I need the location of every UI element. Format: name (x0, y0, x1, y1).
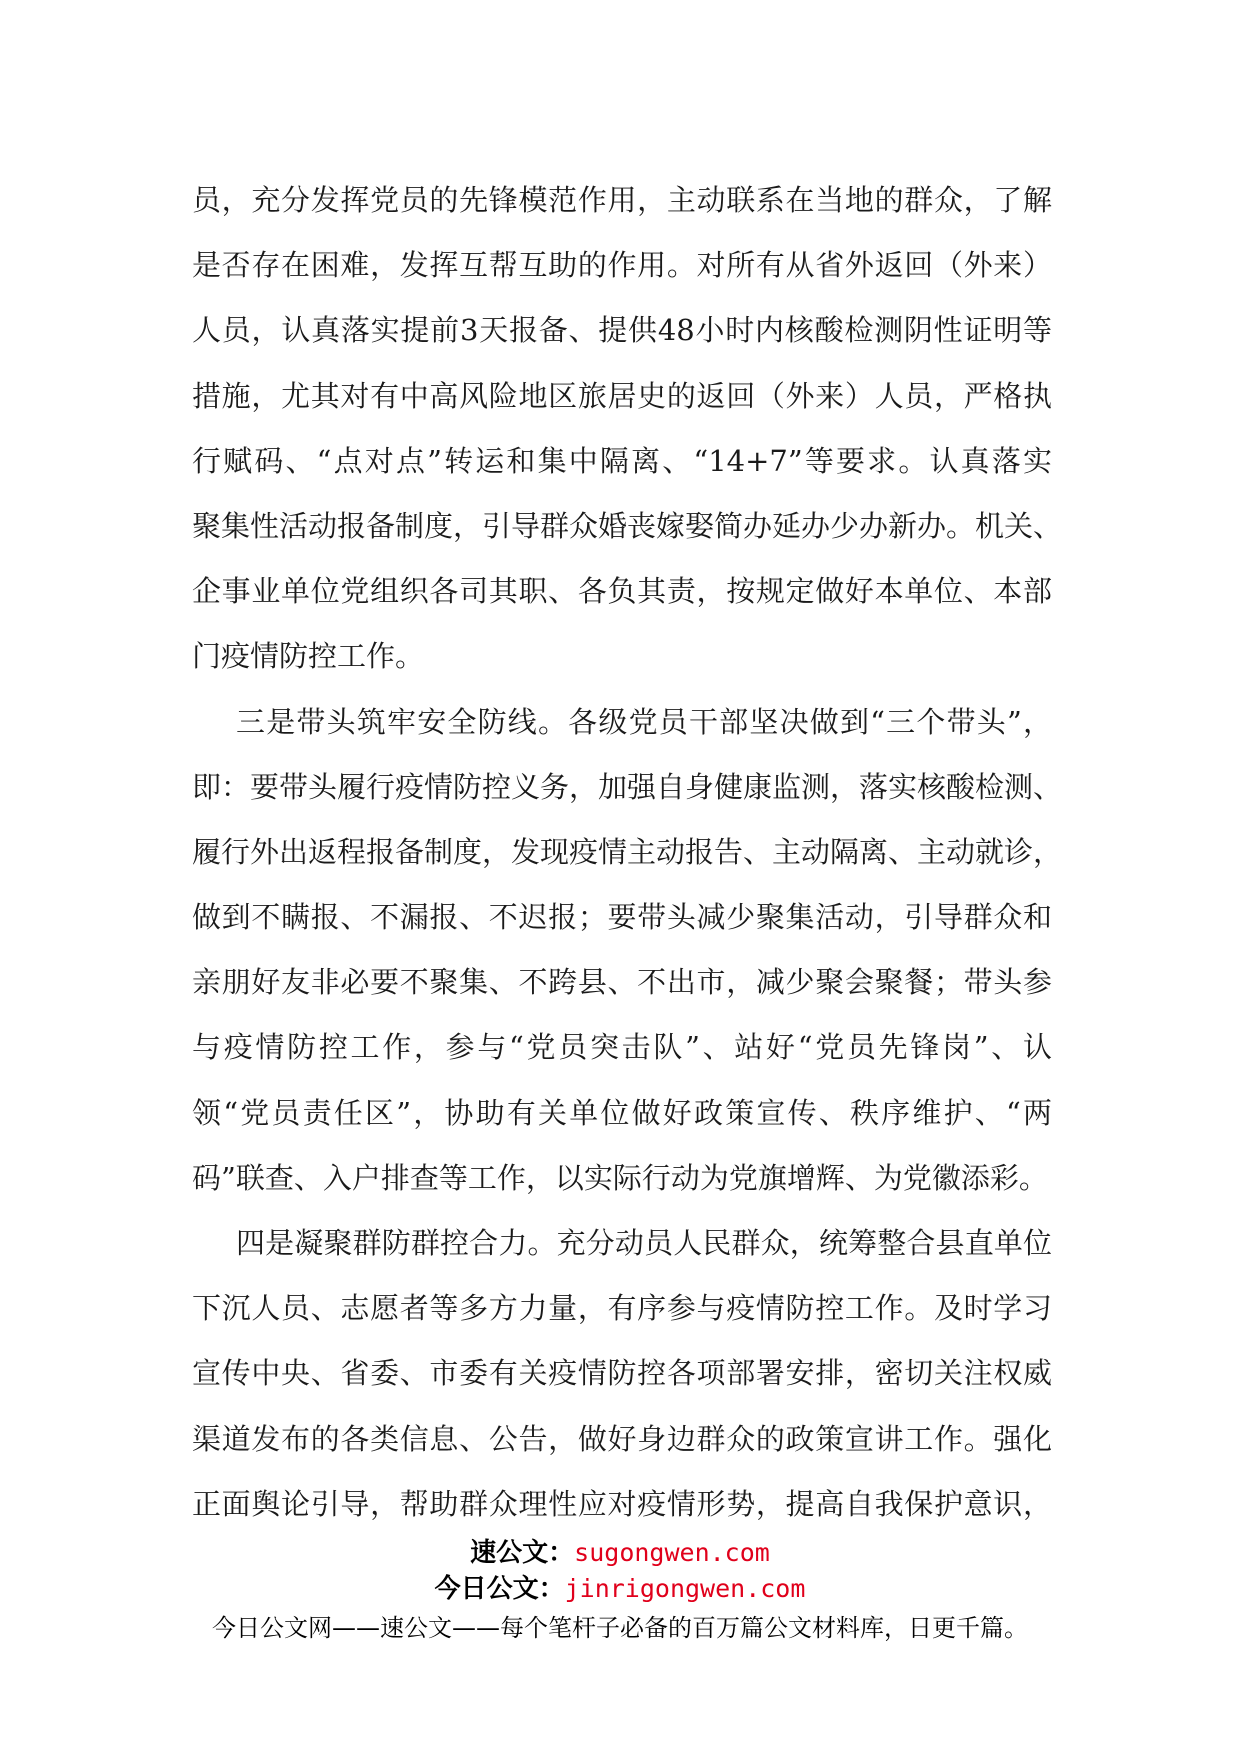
footer-slogan: 今日公文网——速公文——每个笔杆子必备的百万篇公文材料库，日更千篇。 (212, 1614, 1028, 1642)
footer-label-sugongwen: 速公文： (470, 1538, 575, 1568)
text-line: 下沉人员、志愿者等多方力量，有序参与疫情防控工作。及时学习 (192, 1291, 1052, 1326)
text-line: 门疫情防控工作。 (192, 639, 425, 674)
footer-line-jinrigongwen (0, 1571, 1240, 1607)
sugongwen-link[interactable]: sugongwen.com (574, 1538, 770, 1567)
text-line: 即：要带头履行疫情防控义务，加强自身健康监测，落实核酸检测、 (192, 769, 1063, 804)
text-line: 亲朋好友非必要不聚集、不跨县、不出市，减少聚会聚餐；带头参 (192, 965, 1052, 1000)
text-line: 人员，认真落实提前3天报备、提供48小时内核酸检测阴性证明等 (192, 313, 1052, 348)
text-line: 正面舆论引导，帮助群众理性应对疫情形势，提高自我保护意识， (192, 1486, 1052, 1521)
text-line: 领“党员责任区”，协助有关单位做好政策宣传、秩序维护、“两 (192, 1095, 1052, 1130)
text-line: 渠道发布的各类信息、公告，做好身边群众的政策宣讲工作。强化 (192, 1421, 1052, 1456)
footer-label-jinrigongwen: 今日公文： (434, 1574, 565, 1604)
text-line: 码”联查、入户排查等工作，以实际行动为党旗增辉、为党徽添彩。 (192, 1160, 1048, 1195)
text-line: 行赋码、“点对点”转运和集中隔离、“14+7”等要求。认真落实 (192, 443, 1052, 478)
paragraph-start-line: 四是凝聚群防群控合力。充分动员人民群众，统筹整合县直单位 (236, 1226, 1052, 1260)
watermark-footer (0, 1535, 1240, 1647)
text-line: 是否存在困难，发挥互帮互助的作用。对所有从省外返回（外来） (192, 248, 1052, 283)
text-line: 做到不瞒报、不漏报、不迟报；要带头减少聚集活动，引导群众和 (192, 900, 1052, 935)
paragraph-start-line: 三是带头筑牢安全防线。各级党员干部坚决做到“三个带头”， (236, 704, 1052, 739)
text-line: 员，充分发挥党员的先锋模范作用，主动联系在当地的群众，了解 (192, 183, 1052, 217)
text-line: 履行外出返程报备制度，发现疫情主动报告、主动隔离、主动就诊， (192, 834, 1063, 869)
text-line: 与疫情防控工作，参与“党员突击队”、站好“党员先锋岗”、认 (192, 1030, 1052, 1065)
document-body (192, 168, 1063, 1537)
text-line: 企事业单位党组织各司其职、各负其责，按规定做好本单位、本部 (192, 574, 1052, 609)
footer-line-sugongwen (0, 1535, 1240, 1571)
jinrigongwen-link[interactable]: jinrigongwen.com (564, 1574, 806, 1603)
text-line: 措施，尤其对有中高风险地区旅居史的返回（外来）人员，严格执 (192, 378, 1052, 413)
text-line: 宣传中央、省委、市委有关疫情防控各项部署安排，密切关注权威 (192, 1356, 1052, 1391)
text-line: 聚集性活动报备制度，引导群众婚丧嫁娶简办延办少办新办。机关、 (192, 508, 1063, 543)
